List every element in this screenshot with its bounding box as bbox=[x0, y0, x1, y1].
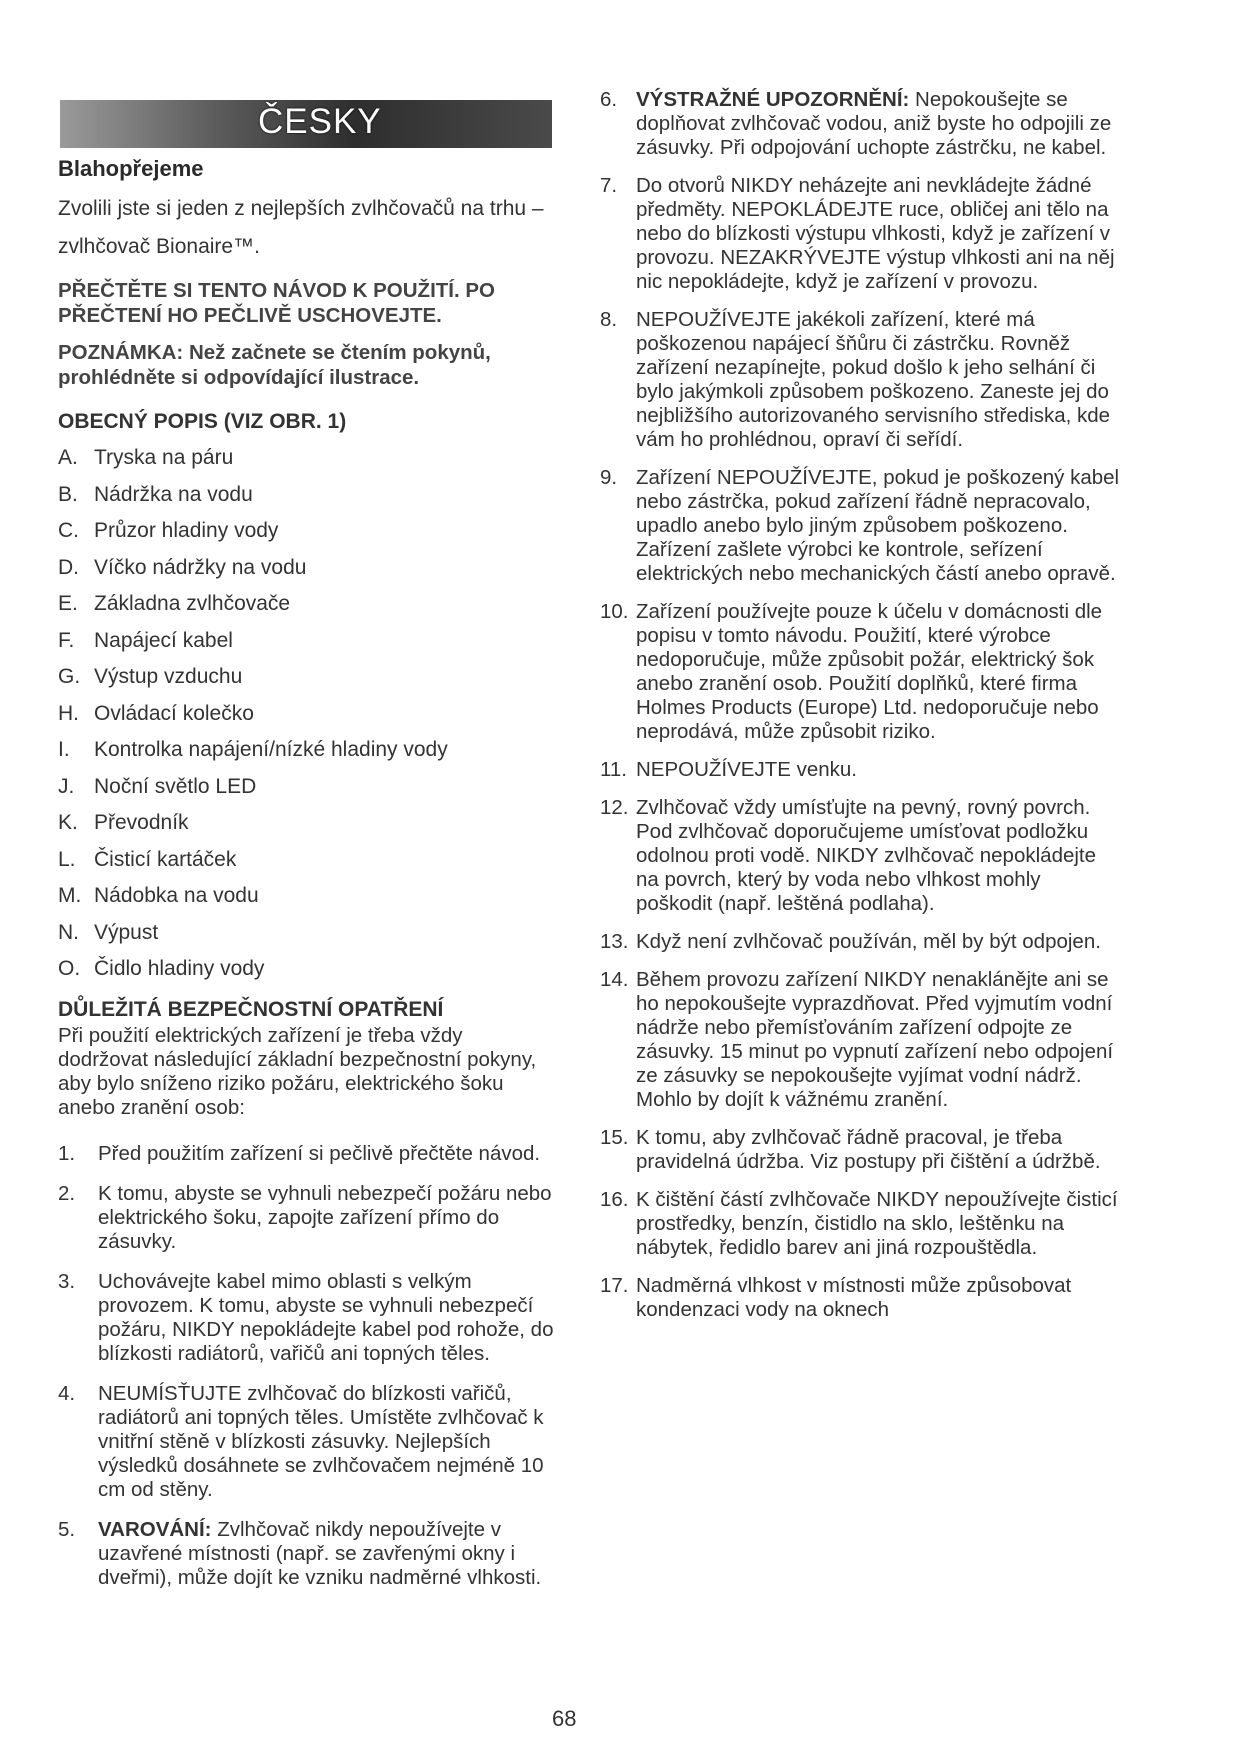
list-item: 4. NEUMÍSŤUJTE zvlhčovač do blízkosti vařičů, radiátorů ani topných těles. Umístěte zvlhčovač k vnitřní stěně v blízkosti zásuvky. Nejlepších výsledků dosáhnete se zvlhčovačem nejméně 10 cm od stěny. bbox=[58, 1381, 544, 1501]
list-item: G. Výstup vzduchu bbox=[58, 665, 243, 688]
language-header-bar bbox=[60, 100, 552, 148]
safety-title: DŮLEŽITÁ BEZPEČNOSTNÍ OPATŘENÍ bbox=[58, 997, 444, 1021]
left-column bbox=[58, 100, 558, 1590]
list-item: K. Převodník bbox=[58, 811, 189, 834]
language-label: ČESKY bbox=[258, 102, 382, 141]
note-paragraph: POZNÁMKA: Než začnete se čtením pokynů, prohlédněte si odpovídající ilustrace. bbox=[58, 341, 491, 389]
list-item: B. Nádržka na vodu bbox=[58, 482, 253, 506]
intro-paragraph: Zvolili jste si jeden z nejlepších zvlhčovačů na trhu – zvlhčovač Bionaire™. bbox=[58, 197, 544, 258]
list-item: M. Nádobka na vodu bbox=[58, 884, 259, 907]
list-item: D. Víčko nádržky na vodu bbox=[58, 555, 307, 579]
general-description-title: OBECNÝ POPIS (VIZ OBR. 1) bbox=[58, 410, 347, 433]
list-item: J. Noční světlo LED bbox=[58, 774, 257, 798]
list-item: 10. Zařízení používejte pouze k účelu v domácnosti dle popisu v tomto návodu. Použití, které výrobce nedoporučuje, může způsobit požár, elektrický šok anebo zranění osob. Použití doplňků, které firma Holmes Products (Europe) Ltd. nedoporučuje nebo neprodává, může způsobit riziko. bbox=[600, 600, 1103, 743]
list-item: 9. Zařízení NEPOUŽÍVEJTE, pokud je poškozený kabel nebo zástrčka, pokud zařízení řádně nepracovalo, upadlo anebo bylo jiným způsobem poškozeno. Zařízení zašlete výrobci ke kontrole, seřízení elektrických nebo mechanických částí anebo opravě. bbox=[600, 466, 1120, 585]
parts-list bbox=[58, 440, 558, 988]
list-item: 14. Během provozu zařízení NIKDY nenaklánějte ani se ho nepokoušejte vyprazdňovat. Před vyjmutím vodní nádrže nebo přemísťováním zařízení odpojte ze zásuvky. 15 minut po vypnutí zařízení nebo odpojení ze zásuvky se nepokoušejte vyjímat vodní nádrž. Mohlo by dojít k vážnému zranění. bbox=[600, 968, 1114, 1111]
list-item: 15. K tomu, aby zvlhčovač řádně pracoval, je třeba pravidelná údržba. Viz postupy při čištění a údržbě. bbox=[600, 1126, 1101, 1173]
list-item: 12. Zvlhčovač vždy umísťujte na pevný, rovný povrch. Pod zvlhčovač doporučujeme umísťovat podložku odolnou proti vodě. NIKDY zvlhčovač nepokládejte na povrch, který by voda nebo vlhkost mohly poškodit (např. leštěná podlaha). bbox=[600, 796, 1097, 915]
list-item: O. Čidlo hladiny vody bbox=[58, 957, 265, 980]
list-item: C. Průzor hladiny vody bbox=[58, 519, 279, 542]
list-item: 13. Když není zvlhčovač používán, měl by být odpojen. bbox=[600, 930, 1101, 953]
list-item: L. Čisticí kartáček bbox=[58, 847, 237, 871]
list-item: F. Napájecí kabel bbox=[58, 628, 233, 652]
safety-list-right bbox=[600, 88, 1120, 1322]
list-item: 6. VÝSTRAŽNÉ UPOZORNĚNÍ: Nepokoušejte se doplňovat zvlhčovač vodou, aniž byste ho odpojili ze zásuvky. Při odpojování uchopte zástrčku, ne kabel. bbox=[600, 88, 1112, 159]
list-item: 2. K tomu, abyste se vyhnuli nebezpečí požáru nebo elektrického šoku, zapojte zařízení přímo do zásuvky. bbox=[58, 1181, 552, 1253]
safety-list-left bbox=[58, 1142, 558, 1590]
list-item: 16. K čištění částí zvlhčovače NIKDY nepoužívejte čisticí prostředky, benzín, čistidlo na sklo, leštěnku na nábytek, ředidlo barev ani jiná rozpouštědla. bbox=[600, 1188, 1118, 1259]
list-item: 7. Do otvorů NIKDY neházejte ani nevkládejte žádné předměty. NEPOKLÁDEJTE ruce, obličej ani tělo na nebo do blízkosti výstupu vlhkosti, když je zařízení v provozu. NEZAKRÝVEJTE výstup vlhkosti ani na něj nic nepokládejte, když je zařízení v provozu. bbox=[600, 174, 1115, 293]
list-item: 5. VAROVÁNÍ: Zvlhčovač nikdy nepoužívejte v uzavřené místnosti (např. se zavřenými okny i dveřmi), může dojít ke vzniku nadměrné vlhkosti. bbox=[58, 1517, 542, 1589]
safety-intro: Při použití elektrických zařízení je třeba vždy dodržovat následující základní bezpečnostní pokyny, aby bylo sníženo riziko požáru, elektrického šoku anebo zranění osob: bbox=[58, 1023, 537, 1119]
greeting-heading: Blahopřejeme bbox=[58, 156, 204, 181]
list-item: 1. Před použitím zařízení si pečlivě přečtěte návod. bbox=[58, 1141, 541, 1165]
read-manual-notice: PŘEČTĚTE SI TENTO NÁVOD K POUŽITÍ. PO PŘEČTENÍ HO PEČLIVĚ USCHOVEJTE. bbox=[58, 279, 495, 327]
list-item: 11. NEPOUŽÍVEJTE venku. bbox=[600, 758, 858, 781]
page-number: 68 bbox=[552, 1706, 577, 1731]
list-item: 3. Uchovávejte kabel mimo oblasti s velkým provozem. K tomu, abyste se vyhnuli nebezpečí požáru, NIKDY nepokládejte kabel pod rohože, do blízkosti radiátorů, vařičů ani topných těles. bbox=[58, 1269, 554, 1365]
list-item: 8. NEPOUŽÍVEJTE jakékoli zařízení, které má poškozenou napájecí šňůru či zástrčku. Rovněž zařízení nezapínejte, pokud došlo k jeho selhání či bylo jakýmkoli způsobem poškozeno. Zaneste jej do nejbližšího autorizovaného servisního střediska, kde vám ho prohlédnou, opraví či seřídí. bbox=[600, 308, 1111, 451]
list-item: N. Výpust bbox=[58, 920, 159, 944]
list-item: 17. Nadměrná vlhkost v místnosti může způsobovat kondenzaci vody na oknech bbox=[600, 1274, 1072, 1321]
right-column bbox=[600, 88, 1120, 1322]
list-item: H. Ovládací kolečko bbox=[58, 701, 254, 725]
list-item: A. Tryska na páru bbox=[58, 446, 234, 469]
list-item: E. Základna zvlhčovače bbox=[58, 592, 291, 615]
list-item: I. Kontrolka napájení/nízké hladiny vody bbox=[58, 738, 448, 761]
